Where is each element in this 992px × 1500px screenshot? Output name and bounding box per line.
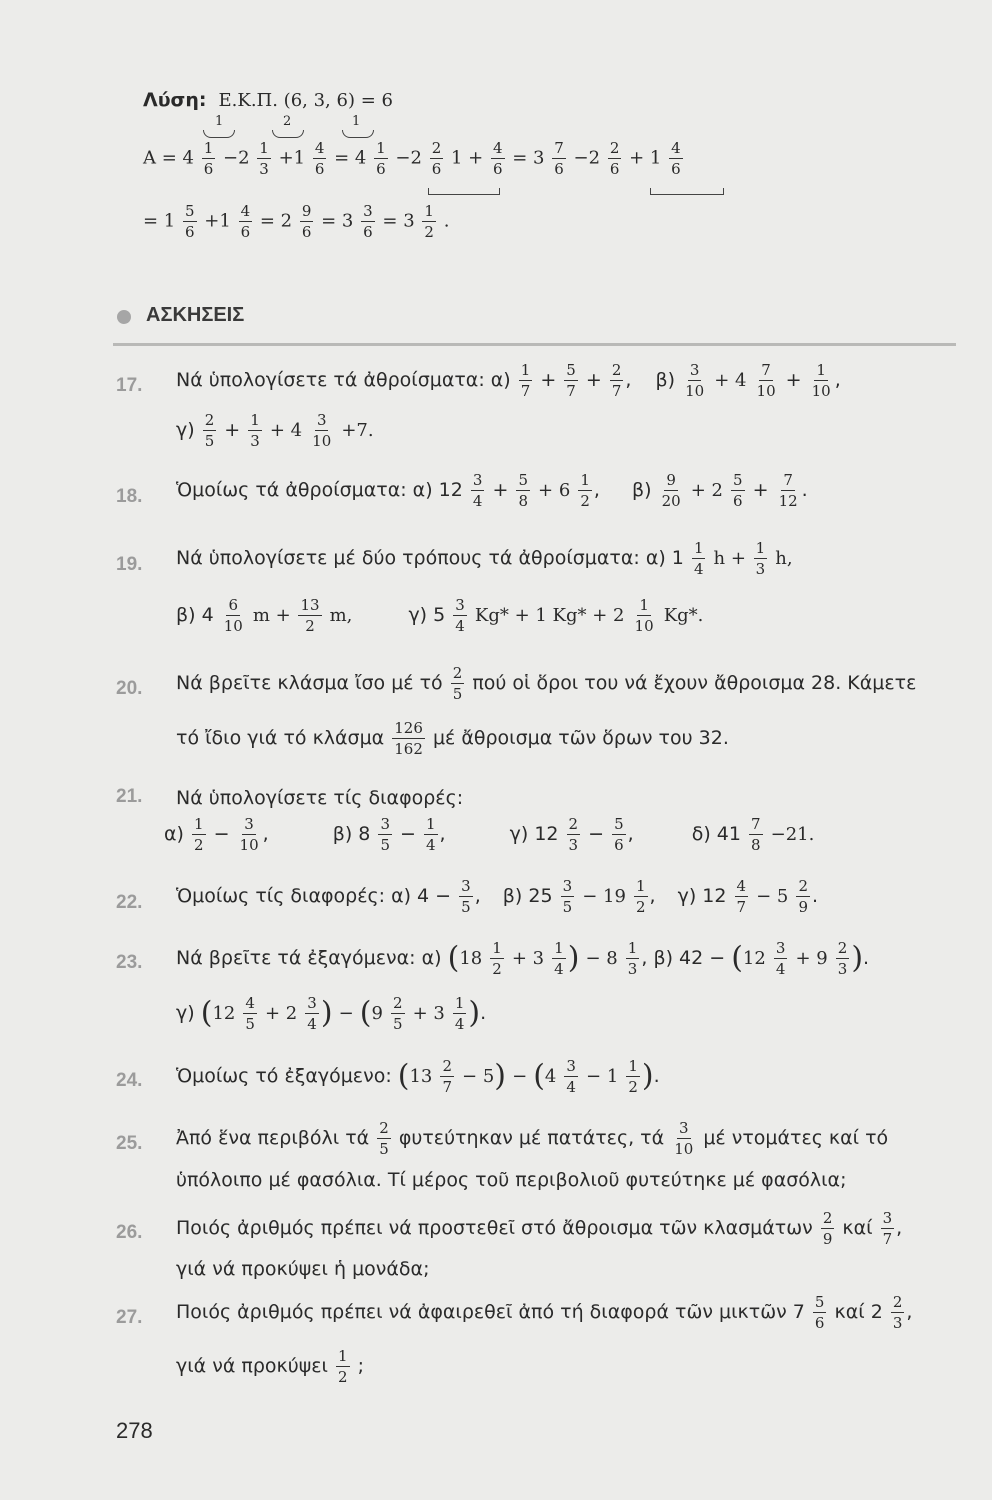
expr-op: = 3 xyxy=(512,147,545,169)
exercise-text: Νά ὑπολογίσετε τά ἀθροίσματα: α) xyxy=(176,369,511,391)
frac: $\frac{3}{5}$ xyxy=(380,815,390,854)
frac: $\frac{7}{12}$ xyxy=(778,471,798,510)
exercise-27-line-2 xyxy=(176,1348,364,1385)
expr-op: 1 + xyxy=(450,147,484,169)
exercise-text: β) xyxy=(631,479,652,501)
frac: $\frac{3}{4}$ xyxy=(775,939,786,978)
exercise-text: β) xyxy=(655,369,676,391)
solution-line-2 xyxy=(143,203,449,240)
frac: $\frac{2}{7}$ xyxy=(442,1057,452,1096)
exercise-text: − xyxy=(338,1003,354,1024)
section-title: ΑΣΚΗΣΕΙΣ xyxy=(146,304,245,326)
expr-op: + 1 xyxy=(629,147,662,169)
exercise-text: β) 4 xyxy=(176,604,214,626)
exercise-text: πού οἱ ὅροι του νά ἔχουν ἄθροισμα 28. Κάμετε xyxy=(472,672,917,694)
exercise-27-line-1: Ποιός ἀριθμός πρέπει νά ἀφαιρεθεῖ ἀπό τή διαφορά τῶν μικτῶν 7 $\frac{5}{6}$ καί 2 $\frac{2}{3}$ , xyxy=(176,1293,913,1332)
solution-label: Λύση: xyxy=(143,89,207,111)
exercise-text: − 19 xyxy=(582,886,626,907)
exercise-17-line-1: Νά ὑπολογίσετε τά ἀθροίσματα: α) $\frac{1}{7}$ + $\frac{5}{7}$ + $\frac{2}{7}$ , β) $\frac{3}{10}$ + 4 $\frac{7}{10}$ + $\frac{1}{10}$ , xyxy=(176,361,841,400)
exercise-text: 4 xyxy=(544,1066,557,1087)
frac: $\frac{1}{3}$ xyxy=(627,939,638,978)
exercise-25-line-1 xyxy=(176,1120,888,1157)
exercise-number: 17. xyxy=(116,375,143,396)
exercise-text: − 5 xyxy=(756,886,789,907)
exercise-text: m + xyxy=(252,605,297,626)
frac: $\frac{1}{2}$ xyxy=(580,471,590,510)
frac: $\frac{4}{6}$ xyxy=(314,139,325,178)
exercise-text: β) 8 xyxy=(332,823,371,845)
exercise-text: β) 42 − xyxy=(653,947,726,969)
frac: $\frac{3}{4}$ xyxy=(566,1057,576,1096)
exercise-text: + 4 xyxy=(269,420,303,441)
frac: $\frac{9}{6}$ xyxy=(301,202,312,241)
page-number: 278 xyxy=(116,1418,153,1443)
group-bracket-1 xyxy=(428,188,500,195)
frac: $\frac{2}{5}$ xyxy=(452,664,463,703)
frac: $\frac{1}{3}$ xyxy=(250,411,260,450)
frac: $\frac{5}{6}$ xyxy=(733,471,743,510)
exercise-text: m, xyxy=(329,605,353,626)
exercise-text: τό ἴδιο γιά τό κλάσμα xyxy=(176,727,385,749)
exercise-text: καί 2 xyxy=(834,1301,883,1323)
exercise-number: 25. xyxy=(116,1133,143,1154)
expr-op: = 3 xyxy=(382,210,415,232)
expr-op: −2 xyxy=(223,147,250,169)
frac: $\frac{3}{10}$ xyxy=(312,411,332,450)
frac: $\frac{9}{20}$ xyxy=(661,471,681,510)
factor-3: 1 xyxy=(352,114,361,129)
exercise-text: γ) 12 xyxy=(677,885,727,907)
section-bullet-icon xyxy=(117,310,131,324)
frac: $\frac{3}{6}$ xyxy=(363,202,373,241)
exercise-text: + 6 xyxy=(538,480,571,501)
exercise-text: + 2 xyxy=(264,1003,298,1024)
exercise-text: 13 xyxy=(409,1066,433,1087)
exercise-text: + 4 xyxy=(714,370,747,391)
exercise-text: − xyxy=(512,1066,528,1087)
exercise-text: μέ ντομάτες καί τό xyxy=(703,1127,889,1149)
exercise-number: 21. xyxy=(116,786,143,807)
frac: $\frac{3}{4}$ xyxy=(455,596,465,635)
frac: $\frac{1}{4}$ xyxy=(454,994,465,1033)
exercise-19-line-1 xyxy=(176,540,793,577)
frac: $\frac{1}{3}$ xyxy=(259,139,269,178)
group-bracket-2 xyxy=(650,188,724,195)
expr-op: −2 xyxy=(573,147,601,169)
expr-op: = 2 xyxy=(259,210,293,232)
frac: $\frac{7}{8}$ xyxy=(751,815,761,854)
expr-op: = 1 xyxy=(143,210,176,232)
exercise-text: 12 xyxy=(212,1003,236,1024)
exercise-24-line: Ὁμοίως τό ἐξαγόμενο: (13 $\frac{2}{7}$ − 5) − (4 $\frac{3}{4}$ − 1 $\frac{1}{2}$ ). xyxy=(176,1057,660,1096)
exercise-text: Ὁμοίως τά ἀθροίσματα: α) 12 xyxy=(176,479,463,501)
frac: $\frac{2}{6}$ xyxy=(609,139,620,178)
frac: $\frac{4}{6}$ xyxy=(492,139,503,178)
exercise-text: + 3 xyxy=(511,948,545,969)
exercise-17-line-2: γ) $\frac{2}{5}$ + $\frac{1}{3}$ + 4 $\frac{3}{10}$ +7. xyxy=(176,411,374,450)
brace-2 xyxy=(272,130,304,138)
exercise-text: Νά βρεῖτε τά ἐξαγόμενα: α) xyxy=(176,947,442,969)
frac: $\frac{3}{7}$ xyxy=(882,1209,893,1248)
exercise-text: + 9 xyxy=(795,948,828,969)
frac: $\frac{2}{3}$ xyxy=(568,815,579,854)
frac: $\frac{5}{8}$ xyxy=(518,471,528,510)
frac: $\frac{7}{6}$ xyxy=(554,139,564,178)
expr-op: . xyxy=(443,210,450,232)
exercise-23-line-2: γ) (12 $\frac{4}{5}$ + 2 $\frac{3}{4}$ ) − (9 $\frac{2}{5}$ + 3 $\frac{1}{4}$ ). xyxy=(176,994,487,1033)
exercise-text: Kg* + 1 Kg* + 2 xyxy=(474,605,625,626)
exercise-text: ; xyxy=(357,1355,365,1377)
exercise-text: Ποιός ἀριθμός πρέπει νά ἀφαιρεθεῖ ἀπό τή διαφορά τῶν μικτῶν 7 xyxy=(176,1301,805,1323)
frac: $\frac{1}{3}$ xyxy=(755,539,766,578)
frac: $\frac{3}{4}$ xyxy=(307,994,317,1033)
exercise-26-line-2: γιά νά προκύψει ἡ μονάδα; xyxy=(176,1258,430,1280)
exercise-26-line-1: Ποιός ἀριθμός πρέπει νά προστεθεῖ στό ἄθροισμα τῶν κλασμάτων $\frac{2}{9}$ καί $\frac{3}{7}$ , xyxy=(176,1209,903,1248)
frac: $\frac{1}{6}$ xyxy=(203,139,214,178)
exercise-20-line-1 xyxy=(176,665,916,702)
frac: $\frac{2}{6}$ xyxy=(431,139,442,178)
expr-op: = 4 xyxy=(334,147,367,169)
exercise-number: 20. xyxy=(116,678,143,699)
exercise-number: 24. xyxy=(116,1070,143,1091)
exercise-text: α) xyxy=(164,823,184,845)
frac: $\frac{2}{9}$ xyxy=(798,877,808,916)
exercise-text: Ποιός ἀριθμός πρέπει νά προστεθεῖ στό ἄθροισμα τῶν κλασμάτων xyxy=(176,1217,813,1239)
frac: $\frac{2}{5}$ xyxy=(379,1119,389,1158)
frac: $\frac{1}{7}$ xyxy=(520,361,531,400)
frac: $\frac{5}{6}$ xyxy=(614,815,624,854)
brace-3 xyxy=(342,130,374,138)
exercise-text: − 8 xyxy=(585,948,618,969)
exercise-21-text: Νά ὑπολογίσετε τίς διαφορές: xyxy=(176,787,464,809)
frac: $\frac{1}{4}$ xyxy=(425,815,436,854)
frac: $\frac{1}{4}$ xyxy=(554,939,564,978)
frac: $\frac{5}{6}$ xyxy=(185,202,195,241)
exercise-25-line-2: ὑπόλοιπο μέ φασόλια. Τί μέρος τοῦ περιβολιοῦ φυτεύτηκε μέ φασόλια; xyxy=(176,1169,847,1191)
exercise-text: 18 xyxy=(459,948,483,969)
frac: $\frac{1}{2}$ xyxy=(635,877,646,916)
expr-op: +1 xyxy=(278,147,306,169)
frac: $\frac{4}{6}$ xyxy=(671,139,681,178)
exercise-text: γ) xyxy=(176,419,195,441)
expr-op: −2 xyxy=(395,147,422,169)
frac: $\frac{2}{3}$ xyxy=(837,939,848,978)
frac: $\frac{1}{2}$ xyxy=(492,939,502,978)
exercise-22-line: Ὁμοίως τίς διαφορές: α) 4 − $\frac{3}{5}$ , β) 25 $\frac{3}{5}$ − 19 $\frac{1}{2}$ , γ) 12 $\frac{4}{7}$ − 5 $\frac{2}{9}$ . xyxy=(176,877,819,916)
exercise-text: Ὁμοίως τίς διαφορές: α) 4 − xyxy=(176,885,452,907)
frac: $\frac{1}{10}$ xyxy=(634,596,654,635)
exercise-18-line: Ὁμοίως τά ἀθροίσματα: α) 12 $\frac{3}{4}$ + $\frac{5}{8}$ + 6 $\frac{1}{2}$ , β) $\frac{9}{20}$ + 2 $\frac{5}{6}$ + $\frac{7}{12}$ . xyxy=(176,471,808,510)
exercise-text: δ) 41 xyxy=(691,823,741,845)
exercise-text: h, xyxy=(775,548,793,569)
solution-line-1 xyxy=(143,140,685,177)
exercise-number: 22. xyxy=(116,892,143,913)
exercise-number: 26. xyxy=(116,1222,143,1243)
frac: $\frac{1}{2}$ xyxy=(193,815,204,854)
frac: $\frac{7}{10}$ xyxy=(756,361,776,400)
frac: $\frac{2}{5}$ xyxy=(392,994,403,1033)
frac: $\frac{3}{5}$ xyxy=(461,877,471,916)
exercise-text: καί xyxy=(842,1217,873,1239)
frac: $\frac{13}{2}$ xyxy=(300,596,320,635)
frac: $\frac{3}{10}$ xyxy=(685,361,705,400)
exercise-number: 27. xyxy=(116,1307,143,1328)
expr-op: = 3 xyxy=(321,210,354,232)
exercise-text: γιά νά προκύψει xyxy=(176,1355,328,1377)
exercise-text: Kg*. xyxy=(663,605,704,626)
exercise-text: −21. xyxy=(770,824,815,845)
exercise-text: 12 xyxy=(742,948,766,969)
frac: $\frac{2}{7}$ xyxy=(611,361,622,400)
frac: $\frac{5}{6}$ xyxy=(814,1293,825,1332)
frac: $\frac{3}{10}$ xyxy=(674,1119,694,1158)
expr-op: +1 xyxy=(204,210,231,232)
exercise-text: γ) 5 xyxy=(408,604,446,626)
frac: $\frac{4}{7}$ xyxy=(736,877,747,916)
exercise-19-line-2 xyxy=(176,597,703,634)
exercise-21-line-2: α) $\frac{1}{2}$ − $\frac{3}{10}$ , β) 8 $\frac{3}{5}$ − $\frac{1}{4}$ , γ) 12 $\frac{2}{3}$ − $\frac{5}{6}$ , δ) 41 $\frac{7}{8}$ −21. xyxy=(164,815,815,854)
exercise-text: Νά ὑπολογίσετε μέ δύο τρόπους τά ἀθροίσματα: α) 1 xyxy=(176,547,684,569)
frac: $\frac{1}{10}$ xyxy=(811,361,831,400)
frac: $\frac{5}{7}$ xyxy=(566,361,576,400)
exercise-text: − 5 xyxy=(462,1066,495,1087)
frac: $\frac{4}{6}$ xyxy=(240,202,251,241)
exercise-text: + 2 xyxy=(690,480,723,501)
exercise-text: + 3 xyxy=(412,1003,445,1024)
exercise-number: 18. xyxy=(116,486,143,507)
frac: $\frac{2}{9}$ xyxy=(822,1209,833,1248)
exercise-23-line-1: Νά βρεῖτε τά ἐξαγόμενα: α) (18 $\frac{1}{2}$ + 3 $\frac{1}{4}$ ) − 8 $\frac{1}{3}$ , β) 42 − (12 $\frac{3}{4}$ + 9 $\frac{2}{3}$ ). xyxy=(176,939,870,978)
expr-a: A = 4 xyxy=(143,147,194,169)
frac: $\frac{2}{5}$ xyxy=(204,411,215,450)
exercise-text: Ὁμοίως τό ἐξαγόμενο: xyxy=(176,1065,392,1087)
exercise-number: 19. xyxy=(116,554,143,575)
factor-2: 2 xyxy=(283,114,292,129)
brace-1 xyxy=(203,130,235,138)
frac: $\frac{4}{5}$ xyxy=(245,994,255,1033)
factor-1: 1 xyxy=(215,114,224,129)
frac: $\frac{1}{2}$ xyxy=(338,1347,348,1386)
frac: $\frac{1}{2}$ xyxy=(628,1057,638,1096)
solution-header xyxy=(143,88,393,113)
exercise-20-line-2 xyxy=(176,720,729,757)
exercise-text: 9 xyxy=(371,1003,383,1024)
exercise-text: β) 25 xyxy=(502,885,553,907)
exercise-text: − 1 xyxy=(586,1066,619,1087)
frac: $\frac{3}{10}$ xyxy=(239,815,259,854)
frac: $\frac{1}{6}$ xyxy=(376,139,386,178)
frac: $\frac{6}{10}$ xyxy=(223,596,243,635)
exercise-text: γ) 12 xyxy=(509,823,559,845)
exercise-number: 23. xyxy=(116,952,143,973)
exercise-text: +7. xyxy=(341,420,374,441)
exercise-text: φυτεύτηκαν μέ πατάτες, τά xyxy=(398,1127,665,1149)
exercise-text: γ) xyxy=(176,1002,195,1024)
frac: $\frac{1}{2}$ xyxy=(424,202,434,241)
frac: $\frac{2}{3}$ xyxy=(892,1293,903,1332)
exercise-text: Νά βρεῖτε κλάσμα ἴσο μέ τό xyxy=(176,672,443,694)
frac: $\frac{126}{162}$ xyxy=(394,719,423,758)
frac: $\frac{1}{4}$ xyxy=(693,539,704,578)
frac: $\frac{3}{5}$ xyxy=(562,877,573,916)
lcm-text: Ε.Κ.Π. (6, 3, 6) = 6 xyxy=(218,90,393,111)
frac: $\frac{3}{4}$ xyxy=(472,471,483,510)
exercise-text: Ἀπό ἕνα περιβόλι τά xyxy=(176,1127,370,1149)
exercise-text: μέ ἄθροισμα τῶν ὅρων του 32. xyxy=(432,727,729,749)
section-divider xyxy=(113,343,956,346)
exercise-text: h + xyxy=(713,548,752,569)
